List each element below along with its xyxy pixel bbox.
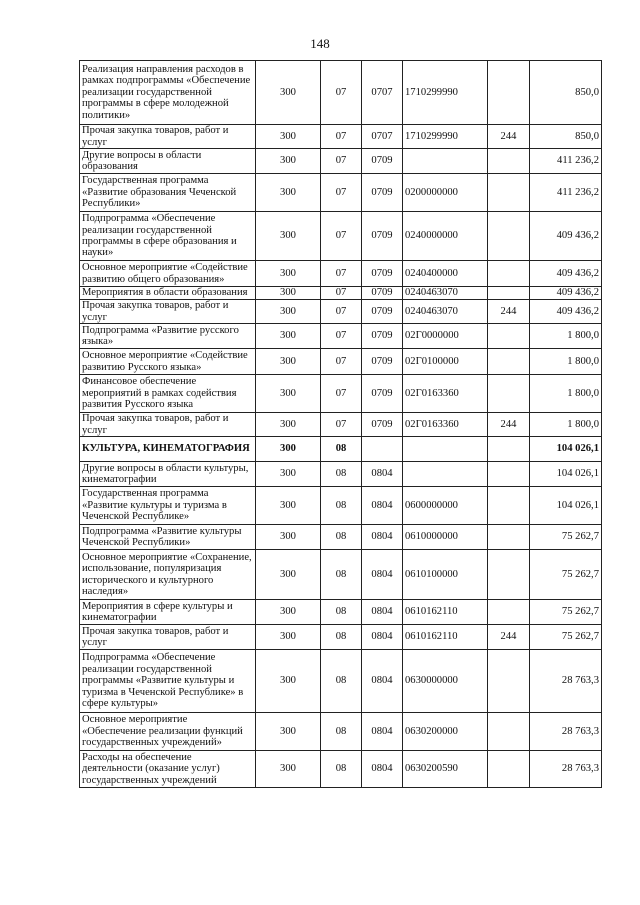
expense-type-code-cell — [488, 600, 530, 625]
section-code-cell: 08 — [321, 462, 362, 487]
target-item-code-cell: 1710299990 — [403, 125, 488, 149]
subsection-code-cell: 0709 — [362, 261, 403, 287]
table-row — [80, 650, 602, 713]
subsection-code-cell: 0707 — [362, 61, 403, 125]
subsection-code-cell — [362, 437, 403, 462]
budget-table-body — [80, 61, 602, 788]
subsection-code-cell: 0707 — [362, 125, 403, 149]
table-row — [80, 550, 602, 600]
amount-cell: 850,0 — [530, 125, 602, 149]
ministry-code-cell: 300 — [256, 324, 321, 349]
table-row — [80, 462, 602, 487]
amount-cell: 104 026,1 — [530, 462, 602, 487]
subsection-code-cell: 0709 — [362, 149, 403, 174]
table-row — [80, 751, 602, 788]
expense-type-code-cell: 244 — [488, 625, 530, 650]
expense-type-code-cell — [488, 324, 530, 349]
ministry-code-cell: 300 — [256, 300, 321, 324]
section-code-cell: 08 — [321, 751, 362, 788]
expense-type-code-cell — [488, 713, 530, 751]
target-item-code-cell: 0630000000 — [403, 650, 488, 713]
target-item-code-cell: 0240463070 — [403, 300, 488, 324]
page-number: 148 — [310, 36, 330, 51]
expense-type-code-cell — [488, 487, 530, 525]
ministry-code-cell: 300 — [256, 462, 321, 487]
section-code-cell: 07 — [321, 300, 362, 324]
expense-type-code-cell: 244 — [488, 413, 530, 437]
ministry-code-cell: 300 — [256, 625, 321, 650]
table-row — [80, 125, 602, 149]
row-name-cell: КУЛЬТУРА, КИНЕМАТОГРАФИЯ — [80, 437, 256, 462]
target-item-code-cell: 1710299990 — [403, 61, 488, 125]
section-code-cell: 08 — [321, 600, 362, 625]
target-item-code-cell — [403, 149, 488, 174]
ministry-code-cell: 300 — [256, 125, 321, 149]
ministry-code-cell: 300 — [256, 525, 321, 550]
amount-cell: 104 026,1 — [530, 437, 602, 462]
section-code-cell: 07 — [321, 375, 362, 413]
target-item-code-cell: 02Г0163360 — [403, 375, 488, 413]
row-name-cell: Подпрограмма «Развитие культуры Чеченской Республики» — [80, 525, 256, 550]
table-row — [80, 600, 602, 625]
section-code-cell: 07 — [321, 61, 362, 125]
amount-cell: 411 236,2 — [530, 149, 602, 174]
expense-type-code-cell — [488, 149, 530, 174]
expense-type-code-cell: 244 — [488, 300, 530, 324]
expense-type-code-cell — [488, 287, 530, 300]
subsection-code-cell: 0709 — [362, 287, 403, 300]
row-name-cell: Основное мероприятие «Содействие развитию общего образования» — [80, 261, 256, 287]
ministry-code-cell: 300 — [256, 349, 321, 375]
row-name-cell: Другие вопросы в области образования — [80, 149, 256, 174]
table-row — [80, 174, 602, 212]
subsection-code-cell: 0804 — [362, 462, 403, 487]
section-code-cell: 08 — [321, 487, 362, 525]
section-code-cell: 07 — [321, 174, 362, 212]
target-item-code-cell: 0240000000 — [403, 212, 488, 261]
target-item-code-cell — [403, 437, 488, 462]
row-name-cell: Прочая закупка товаров, работ и услуг — [80, 125, 256, 149]
expense-type-code-cell — [488, 174, 530, 212]
subsection-code-cell: 0709 — [362, 413, 403, 437]
subsection-code-cell: 0804 — [362, 751, 403, 788]
amount-cell: 1 800,0 — [530, 349, 602, 375]
section-code-cell: 08 — [321, 625, 362, 650]
table-row — [80, 375, 602, 413]
expense-type-code-cell — [488, 525, 530, 550]
row-name-cell: Основное мероприятие «Содействие развитию Русского языка» — [80, 349, 256, 375]
subsection-code-cell: 0709 — [362, 212, 403, 261]
section-code-cell: 07 — [321, 212, 362, 261]
target-item-code-cell: 0610100000 — [403, 550, 488, 600]
ministry-code-cell: 300 — [256, 487, 321, 525]
expense-type-code-cell — [488, 375, 530, 413]
row-name-cell: Расходы на обеспечение деятельности (оказание услуг) государственных учреждений — [80, 751, 256, 788]
ministry-code-cell: 300 — [256, 751, 321, 788]
subsection-code-cell: 0709 — [362, 349, 403, 375]
amount-cell: 28 763,3 — [530, 713, 602, 751]
subsection-code-cell: 0804 — [362, 650, 403, 713]
ministry-code-cell: 300 — [256, 212, 321, 261]
amount-cell: 28 763,3 — [530, 751, 602, 788]
row-name-cell: Мероприятия в области образования — [80, 287, 256, 300]
ministry-code-cell: 300 — [256, 287, 321, 300]
ministry-code-cell: 300 — [256, 437, 321, 462]
expense-type-code-cell: 244 — [488, 125, 530, 149]
row-name-cell: Государственная программа «Развитие культуры и туризма в Чеченской Республике» — [80, 487, 256, 525]
amount-cell: 409 436,2 — [530, 212, 602, 261]
table-row — [80, 437, 602, 462]
amount-cell: 1 800,0 — [530, 375, 602, 413]
ministry-code-cell: 300 — [256, 261, 321, 287]
target-item-code-cell: 0600000000 — [403, 487, 488, 525]
target-item-code-cell: 0630200590 — [403, 751, 488, 788]
amount-cell: 104 026,1 — [530, 487, 602, 525]
row-name-cell: Подпрограмма «Развитие русского языка» — [80, 324, 256, 349]
amount-cell: 75 262,7 — [530, 600, 602, 625]
row-name-cell: Прочая закупка товаров, работ и услуг — [80, 625, 256, 650]
section-code-cell: 07 — [321, 287, 362, 300]
table-row — [80, 149, 602, 174]
table-row — [80, 625, 602, 650]
section-code-cell: 07 — [321, 125, 362, 149]
subsection-code-cell: 0804 — [362, 550, 403, 600]
row-name-cell: Реализация направления расходов в рамках подпрограммы «Обеспечение реализации государственной программы в сфере молодежной политики» — [80, 61, 256, 125]
ministry-code-cell: 300 — [256, 149, 321, 174]
amount-cell: 1 800,0 — [530, 324, 602, 349]
subsection-code-cell: 0804 — [362, 487, 403, 525]
ministry-code-cell: 300 — [256, 550, 321, 600]
amount-cell: 28 763,3 — [530, 650, 602, 713]
target-item-code-cell — [403, 462, 488, 487]
target-item-code-cell: 02Г0100000 — [403, 349, 488, 375]
ministry-code-cell: 300 — [256, 713, 321, 751]
ministry-code-cell: 300 — [256, 174, 321, 212]
section-code-cell: 07 — [321, 261, 362, 287]
row-name-cell: Основное мероприятие «Сохранение, использование, популяризация исторического и культурного наследия» — [80, 550, 256, 600]
amount-cell: 409 436,2 — [530, 287, 602, 300]
expense-type-code-cell — [488, 212, 530, 261]
ministry-code-cell: 300 — [256, 413, 321, 437]
expense-type-code-cell — [488, 462, 530, 487]
table-row — [80, 324, 602, 349]
section-code-cell: 08 — [321, 713, 362, 751]
ministry-code-cell: 300 — [256, 650, 321, 713]
row-name-cell: Подпрограмма «Обеспечение реализации государственной программы в сфере образования и науки» — [80, 212, 256, 261]
subsection-code-cell: 0709 — [362, 375, 403, 413]
subsection-code-cell: 0709 — [362, 174, 403, 212]
subsection-code-cell: 0709 — [362, 324, 403, 349]
amount-cell: 1 800,0 — [530, 413, 602, 437]
row-name-cell: Государственная программа «Развитие образования Чеченской Республики» — [80, 174, 256, 212]
row-name-cell: Основное мероприятие «Обеспечение реализации функций государственных учреждений» — [80, 713, 256, 751]
section-code-cell: 08 — [321, 650, 362, 713]
table-row — [80, 287, 602, 300]
target-item-code-cell: 0610000000 — [403, 525, 488, 550]
ministry-code-cell: 300 — [256, 600, 321, 625]
row-name-cell: Подпрограмма «Обеспечение реализации государственной программы «Развитие культуры и туризма в Чеченской Республике» в сфере культуры» — [80, 650, 256, 713]
row-name-cell: Мероприятия в сфере культуры и кинематографии — [80, 600, 256, 625]
ministry-code-cell: 300 — [256, 375, 321, 413]
expense-type-code-cell — [488, 261, 530, 287]
table-row — [80, 300, 602, 324]
target-item-code-cell: 02Г0163360 — [403, 413, 488, 437]
subsection-code-cell: 0804 — [362, 600, 403, 625]
target-item-code-cell: 0200000000 — [403, 174, 488, 212]
ministry-code-cell: 300 — [256, 61, 321, 125]
table-row — [80, 349, 602, 375]
amount-cell: 409 436,2 — [530, 261, 602, 287]
expense-type-code-cell — [488, 437, 530, 462]
table-row — [80, 261, 602, 287]
target-item-code-cell: 0240463070 — [403, 287, 488, 300]
amount-cell: 75 262,7 — [530, 525, 602, 550]
target-item-code-cell: 0630200000 — [403, 713, 488, 751]
expense-type-code-cell — [488, 61, 530, 125]
section-code-cell: 08 — [321, 550, 362, 600]
subsection-code-cell: 0709 — [362, 300, 403, 324]
section-code-cell: 07 — [321, 349, 362, 375]
target-item-code-cell: 0610162110 — [403, 600, 488, 625]
section-code-cell: 07 — [321, 413, 362, 437]
target-item-code-cell: 0610162110 — [403, 625, 488, 650]
section-code-cell: 08 — [321, 525, 362, 550]
subsection-code-cell: 0804 — [362, 625, 403, 650]
section-code-cell: 08 — [321, 437, 362, 462]
table-row — [80, 487, 602, 525]
amount-cell: 850,0 — [530, 61, 602, 125]
table-row — [80, 713, 602, 751]
expense-type-code-cell — [488, 550, 530, 600]
amount-cell: 75 262,7 — [530, 625, 602, 650]
table-row — [80, 61, 602, 125]
expense-type-code-cell — [488, 751, 530, 788]
target-item-code-cell: 0240400000 — [403, 261, 488, 287]
row-name-cell: Прочая закупка товаров, работ и услуг — [80, 413, 256, 437]
subsection-code-cell: 0804 — [362, 525, 403, 550]
subsection-code-cell: 0804 — [362, 713, 403, 751]
section-code-cell: 07 — [321, 324, 362, 349]
row-name-cell: Прочая закупка товаров, работ и услуг — [80, 300, 256, 324]
expense-type-code-cell — [488, 349, 530, 375]
section-code-cell: 07 — [321, 149, 362, 174]
table-row — [80, 212, 602, 261]
table-row — [80, 413, 602, 437]
row-name-cell: Другие вопросы в области культуры, кинематографии — [80, 462, 256, 487]
amount-cell: 409 436,2 — [530, 300, 602, 324]
expense-type-code-cell — [488, 650, 530, 713]
row-name-cell: Финансовое обеспечение мероприятий в рамках содействия развития Русского языка — [80, 375, 256, 413]
table-row — [80, 525, 602, 550]
target-item-code-cell: 02Г0000000 — [403, 324, 488, 349]
amount-cell: 411 236,2 — [530, 174, 602, 212]
amount-cell: 75 262,7 — [530, 550, 602, 600]
budget-table — [79, 60, 602, 788]
